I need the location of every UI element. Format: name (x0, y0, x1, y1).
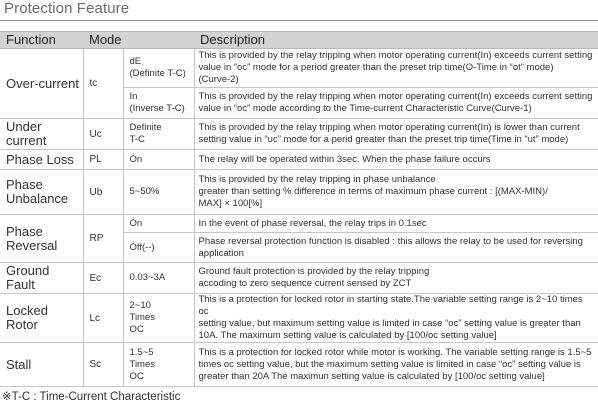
mode-cell: Ub (83, 170, 123, 215)
setting-cell: Definite T-C (123, 119, 194, 150)
description-cell: This is provided by the relay tripping in phase unbalance greater than setting % difference in terms of maximum phase current : [(MAX-MIN)/ MAX] × 100[%] (194, 170, 598, 215)
setting-cell: 2~10 Times OC (123, 294, 194, 343)
description-cell: This is provided by the relay tripping when motor operating current(In) exceeds current setting value in “oc” mode for a period greater than the preset trip time(O-Time in “ot” mode) (Curve-2) (194, 49, 598, 88)
function-cell: Under current (0, 119, 83, 150)
function-cell: Ground Fault (0, 263, 83, 294)
header-function: Function (0, 32, 83, 49)
mode-cell: Sc (83, 343, 123, 387)
function-cell: Over-current (0, 49, 83, 119)
mode-cell: Ec (83, 263, 123, 294)
table-row (0, 49, 598, 88)
protection-table (0, 31, 598, 387)
description-cell: Ground fault protection is provided by the relay tripping accoding to zero sequence current sensed by ZCT (194, 263, 598, 294)
table-row (0, 215, 598, 233)
table-row (0, 119, 598, 150)
setting-cell: 5~50% (123, 170, 194, 215)
header-mode: Mode (83, 32, 194, 49)
table-row (0, 263, 598, 294)
mode-cell: Uc (83, 119, 123, 150)
table-row (0, 150, 598, 170)
function-cell: Locked Rotor (0, 294, 83, 343)
description-cell: This is a protection for locked rotor while motor is working. The variable setting range is 1.5~5 times oc setting value, but the maximum setting value is limited in case “oc” setting value is greater than 20A The maximun setting value is calculated by [100/oc setting value] (194, 343, 598, 387)
description-cell: The relay will be operated within 3sec. When the phase failure occurs (194, 150, 598, 170)
description-cell: This is a protection for locked rotor in starting state.The variable setting range is 2~10 times oc setting value, but maximum setting value is limited in case “oc” setting value is greater than 10A. The maximum setting value is calculated by [100/oc setting value] (194, 294, 598, 343)
setting-cell: In (Inverse T-C) (123, 88, 194, 119)
setting-cell: 0.03~3A (123, 263, 194, 294)
table-header-row (0, 32, 598, 49)
description-cell: In the event of phase reversal, the relay trips in 0.1sec (194, 215, 598, 233)
mode-cell: Lc (83, 294, 123, 343)
page-title: Protection Feature (4, 0, 130, 17)
description-cell: Phase reversal protection function is disabled : this allows the relay to be used for reversing application (194, 233, 598, 263)
function-cell: Phase Unbalance (0, 170, 83, 215)
function-cell: Phase Reversal (0, 215, 83, 263)
setting-cell: On (123, 215, 194, 233)
description-cell: This is provided by the relay tripping when motor operating current(In) exceeds current setting value in “oc” mode according to the Time-current Characteristic Curve(Curve-1) (194, 88, 598, 119)
description-cell: This is provided by the relay tripping when motor operating current(In) is lower than current setting value in “uc” mode for a perid greater than the preset trip time(Time in “ut” mode) (194, 119, 598, 150)
function-cell: Stall (0, 343, 83, 387)
header-description: Description (194, 32, 598, 49)
table-row (0, 294, 598, 343)
title-divider (0, 20, 598, 21)
mode-cell: PL (83, 150, 123, 170)
setting-cell: On (123, 150, 194, 170)
table-row (0, 170, 598, 215)
function-cell: Phase Loss (0, 150, 83, 170)
footnote: ※T-C : Time-Current Characteristic (2, 391, 181, 403)
setting-cell: 1.5~5 Times OC (123, 343, 194, 387)
setting-cell: Off(--) (123, 233, 194, 263)
mode-cell: RP (83, 215, 123, 263)
table-row (0, 343, 598, 387)
mode-cell: tc (83, 49, 123, 119)
setting-cell: dE (Definite T-C) (123, 49, 194, 88)
